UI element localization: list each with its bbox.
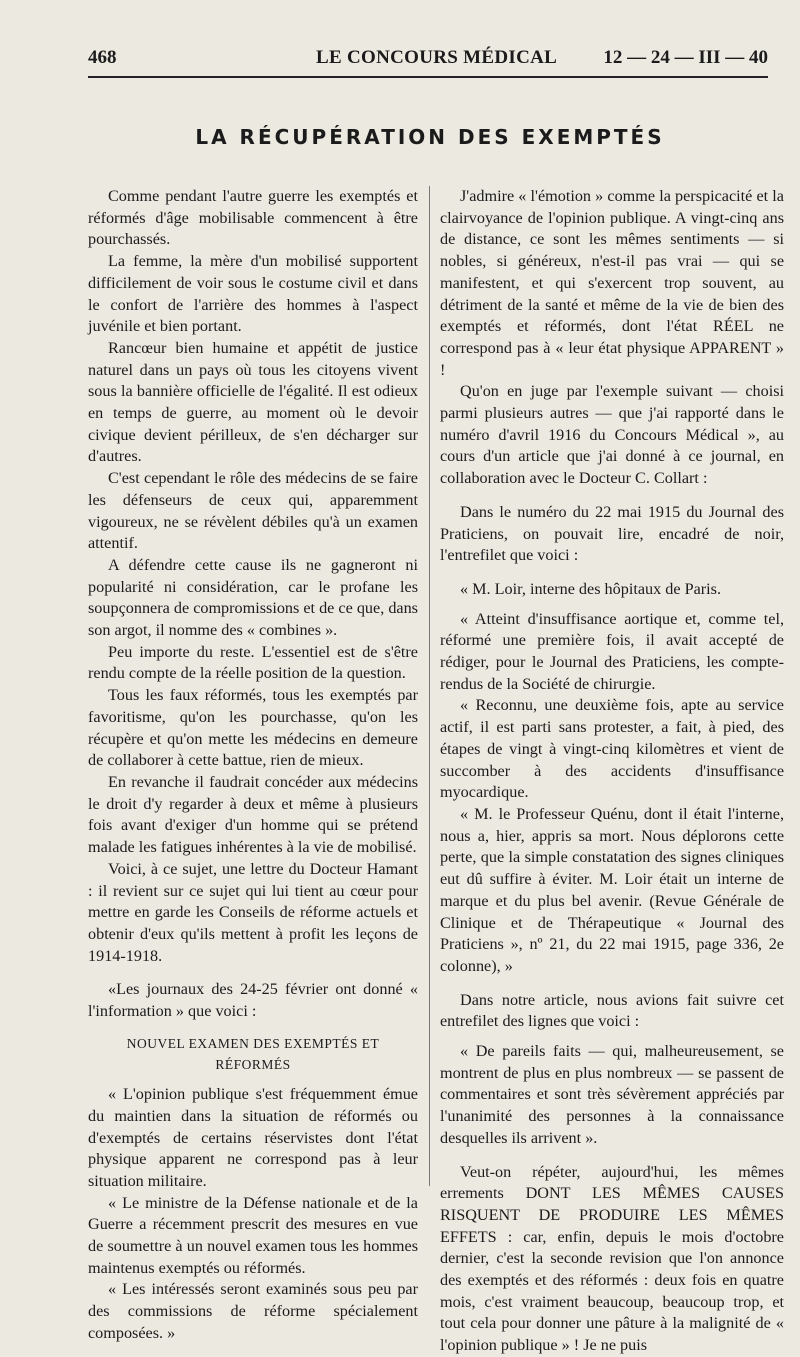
journal-title: LE CONCOURS MÉDICAL: [316, 47, 558, 68]
paragraph: Tous les faux réformés, tous les exemptés par favoritisme, qu'on les pourchasse, qu'on les récupère et qu'on mette les médecins en demeure de collaborer à cette battue, rien de mieux.: [88, 686, 418, 770]
paragraph: J'admire « l'émotion » comme la perspicacité et la clairvoyance de l'opinion publique. A vingt-cinq ans de distance, ce sont les mêmes sentiments — si nobles, si généreux, n'est-il pas vrai — qui se manifestent, et qui s'exercent trop souvent, au détriment de la santé et même de la vie de bien des exemptés et réformés, dont l'état RÉEL ne correspond pas à « leur état physique APPARENT » !: [440, 187, 784, 379]
citation-intro: Dans le numéro du 22 mai 1915 du Journal des Praticiens, on pouvait lire, encadré de noir, l'entrefilet que voici :: [440, 502, 784, 565]
quote-paragraph: « Le ministre de la Défense nationale et de la Guerre a récemment prescrit des mesures en vue de soumettre à un nouvel examen tous les hommes maintenus exemptés ou réformés.: [88, 1193, 418, 1277]
paragraph: La femme, la mère d'un mobilisé supportent difficilement de voir sous le costume civil et dans le confort de l'arrière des hommes à l'aspect juvénile et bien portant.: [88, 252, 418, 336]
paragraph: Voici, à ce sujet, une lettre du Docteur Hamant : il revient sur ce sujet qui lui tient au cœur pour mettre en garde les Conseils de réforme actuels et obtenir d'eux qu'ils mettent à profit les leçons de 1914-1918.: [88, 859, 418, 965]
running-header: [88, 47, 768, 75]
right-column: [440, 186, 784, 1357]
paragraph: Rancœur bien humaine et appétit de justice naturel dans un pays où tous les citoyens vivent sous la bannière officielle de l'égalité. Il est odieux en temps de guerre, au moment où le devoir civique devient périlleux, de s'en décharger sur d'autres.: [88, 338, 418, 466]
issue-date: 12 — 24 — III — 40: [603, 47, 768, 68]
column-divider: [429, 186, 430, 1186]
page-number: 468: [88, 47, 117, 68]
citation-paragraph: « Reconnu, une deuxième fois, apte au service actif, il est parti sans protester, a fait, à pied, des étapes de vingt à vingt-cinq kilomètres et vient de succomber à des accidents d'insuffisance myocardique.: [440, 696, 784, 802]
second-quote: « De pareils faits — qui, malheureusement, se montrent de plus en plus nombreux — se passent de commentaires et sont très sévèrement appréciés par l'unanimité des personnes à la connaissance desquelles ils arrivent ».: [440, 1042, 784, 1147]
paragraph: A défendre cette cause ils ne gagneront ni popularité ni considération, car le profane les soupçonnera de compromissions et de ce que, dans son argot, il nomme des « combines ».: [88, 555, 418, 640]
closing-paragraph: Veut-on répéter, aujourd'hui, les mêmes errements DONT LES MÊMES CAUSES RISQUENT DE PRODUIRE LES MÊMES EFFETS : car, enfin, depuis le mois d'octobre dernier, c'est la seconde revision que l'on annonce des exemptés et des réformés : deux fois en quatre mois, c'est vraiment beaucoup, beaucoup trop, et tout cela pour donner une pâture à la malignité de « l'opinion publique » ! Je ne puis: [440, 1162, 784, 1355]
paragraph: Qu'on en juge par l'exemple suivant — choisi parmi plusieurs autres — que j'ai rapporté dans le numéro d'avril 1916 du Concours Médical », au cours d'un article que j'ai donné à ce journal, en collaboration avec le Docteur C. Collart :: [440, 382, 784, 488]
article-title: LA RÉCUPÉRATION DES EXEMPTÉS: [195, 125, 665, 149]
quote-intro: «Les journaux des 24-25 février ont donné « l'information » que voici :: [88, 980, 418, 1021]
left-column: [88, 186, 418, 1345]
quote-paragraph: « L'opinion publique s'est fréquemment émue du maintien dans la situation de réformés ou d'exemptés de certains réservistes dont l'état physique apparent ne correspond pas à leur situation militaire.: [88, 1085, 418, 1190]
paragraph: C'est cependant le rôle des médecins de se faire les défenseurs de ceux qui, apparemment vigoureux, ne se révèlent débiles qu'à un examen attentif.: [88, 469, 418, 553]
paragraph: En revanche il faudrait concéder aux médecins le droit d'y regarder à deux et même à plusieurs fois avant d'exiger d'un homme qui se prétend malade les fatigues inhérentes à la vie de mobilisé.: [88, 772, 418, 857]
paragraph: Comme pendant l'autre guerre les exemptés et réformés d'âge mobilisable commencent à être pourchassés.: [88, 187, 418, 249]
header-rule: [88, 76, 768, 78]
second-intro: Dans notre article, nous avions fait suivre cet entrefilet des lignes que voici :: [440, 990, 784, 1031]
citation-paragraph: « Atteint d'insuffisance aortique et, comme tel, réformé une première fois, il avait accepté de rédiger, pour le Journal des Praticiens, les compte-rendus de la Société de chirurgie.: [440, 609, 784, 693]
citation-paragraph: « M. Loir, interne des hôpitaux de Paris.: [460, 579, 721, 598]
quote-paragraph: « Les intéressés seront examinés sous peu par des commissions de réforme spécialement composées. »: [88, 1280, 418, 1342]
paragraph: Peu importe du reste. L'essentiel est de s'être rendu compte de la réelle position de la question.: [88, 642, 418, 683]
citation-paragraph: « M. le Professeur Quénu, dont il était l'interne, nous a, hier, appris sa mort. Nous déplorons cette perte, que la simple constatation des signes cliniques eut dû suffire à éviter. M. Loir était un interne de marque et du plus bel avenir. (Revue Générale de Clinique et de Thérapeutique « Journal des Praticiens », nº 21, du 22 mai 1915, page 336, 2e colonne), »: [440, 804, 784, 975]
quote-subheading: NOUVEL EXAMEN DES EXEMPTÉS ET RÉFORMÉS: [126, 1035, 380, 1073]
